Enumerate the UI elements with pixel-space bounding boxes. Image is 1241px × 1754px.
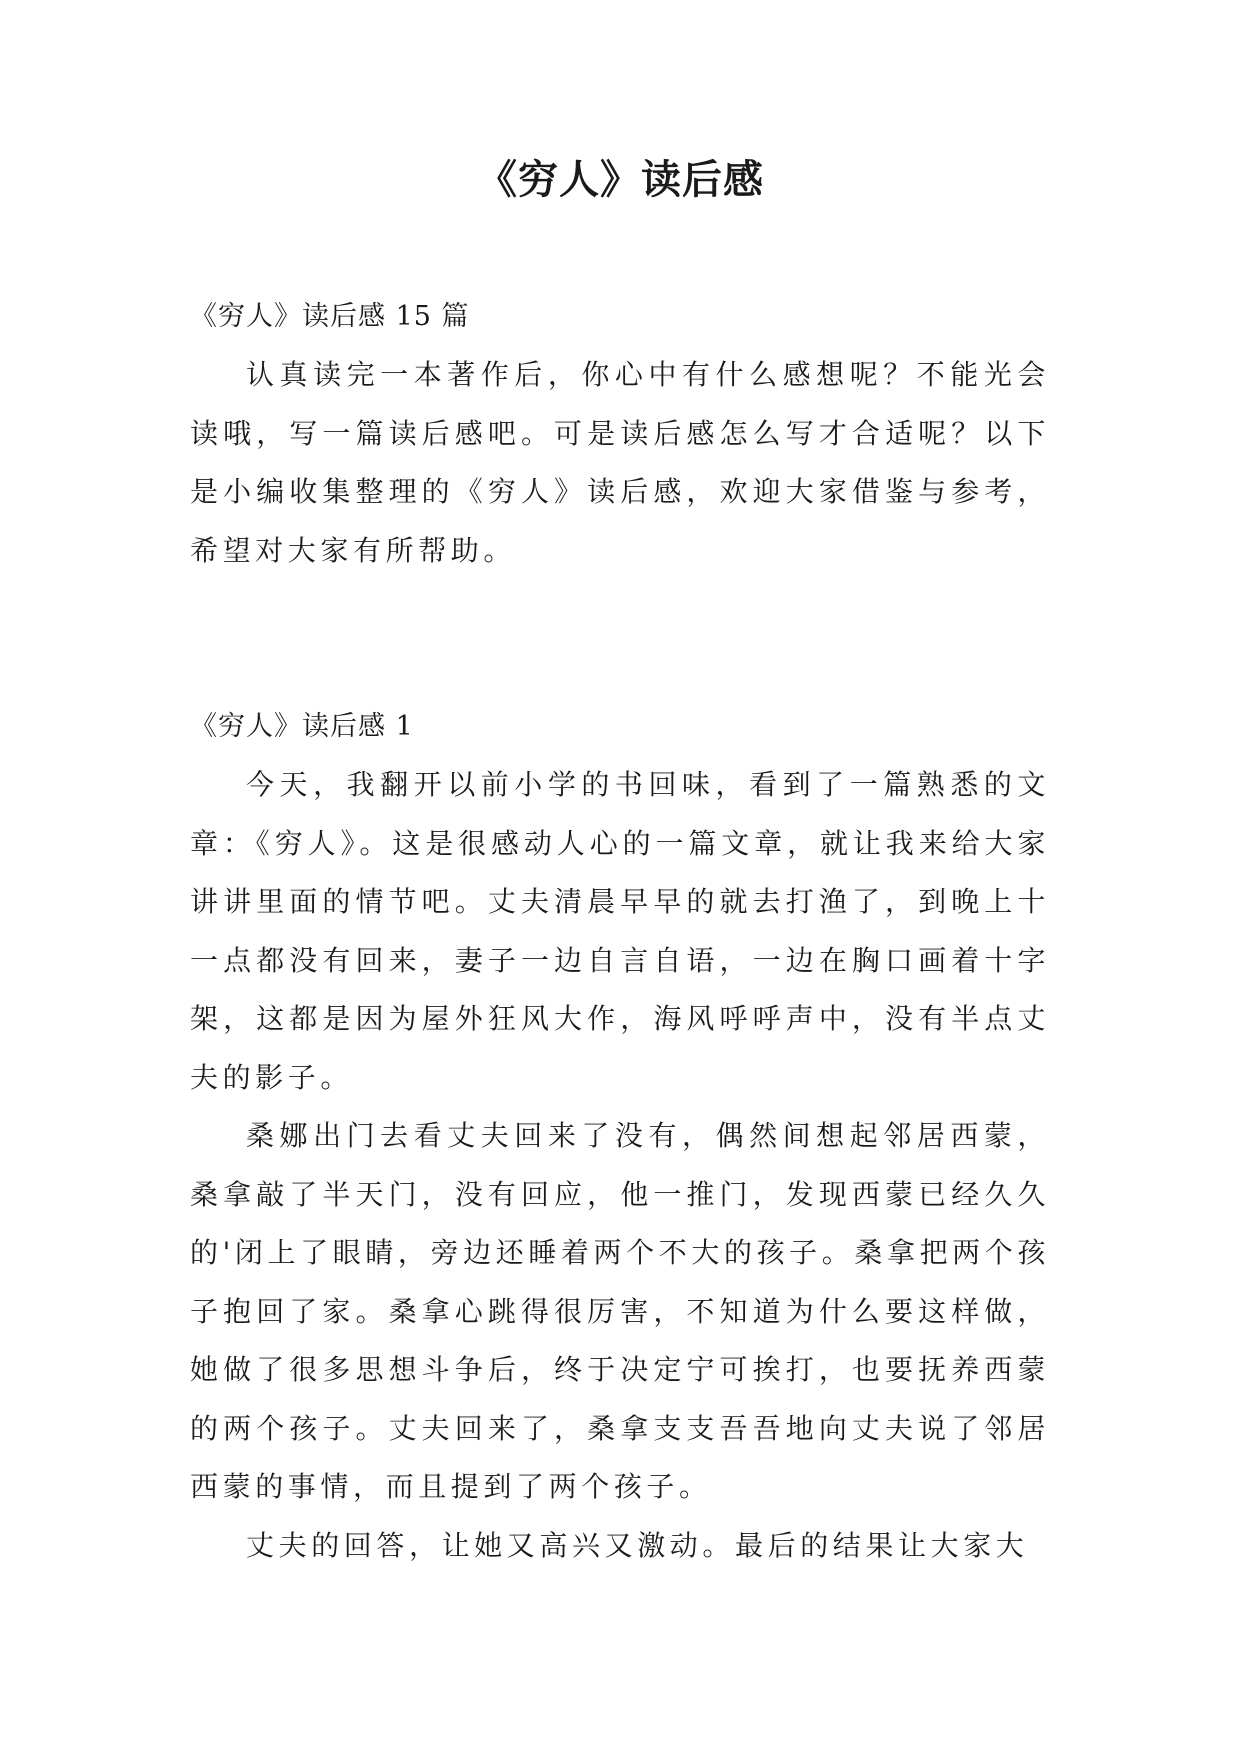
intro-paragraph: 认真读完一本著作后，你心中有什么感想呢？不能光会读哦，写一篇读后感吧。可是读后感怎么写才合适呢？以下是小编收集整理的《穷人》读后感，欢迎大家借鉴与参考，希望对大家有所帮助。 bbox=[190, 358, 1050, 567]
section-1-heading: 《穷人》读后感 1 bbox=[190, 711, 414, 742]
section-1-paragraph-1: 今天，我翻开以前小学的书回味，看到了一篇熟悉的文章：《穷人》。这是很感动人心的一篇文章，就让我来给大家讲讲里面的情节吧。丈夫清晨早早的就去打渔了，到晚上十一点都没有回来，妻子一边自言自语，一边在胸口画着十字架，这都是因为屋外狂风大作，海风呼呼声中，没有半点丈夫的影子。 bbox=[190, 768, 1050, 1094]
section-1-paragraph-3: 丈夫的回答，让她又高兴又激动。最后的结果让大家大 bbox=[246, 1528, 1029, 1562]
intro-heading: 《穷人》读后感 15 篇 bbox=[190, 301, 470, 332]
section-1-paragraph-2: 桑娜出门去看丈夫回来了没有，偶然间想起邻居西蒙，桑拿敲了半天门，没有回应，他一推门，发现西蒙已经久久的'闭上了眼睛，旁边还睡着两个不大的孩子。桑拿把两个孩子抱回了家。桑拿心跳得很厉害，不知道为什么要这样做，她做了很多思想斗争后，终于决定宁可挨打，也要抚养西蒙的两个孩子。丈夫回来了，桑拿支支吾吾地向丈夫说了邻居西蒙的事情，而且提到了两个孩子。 bbox=[190, 1119, 1050, 1503]
section-spacer bbox=[190, 580, 1050, 698]
document-title: 《穷人》读后感 bbox=[477, 157, 764, 203]
document-body bbox=[190, 288, 1050, 1575]
